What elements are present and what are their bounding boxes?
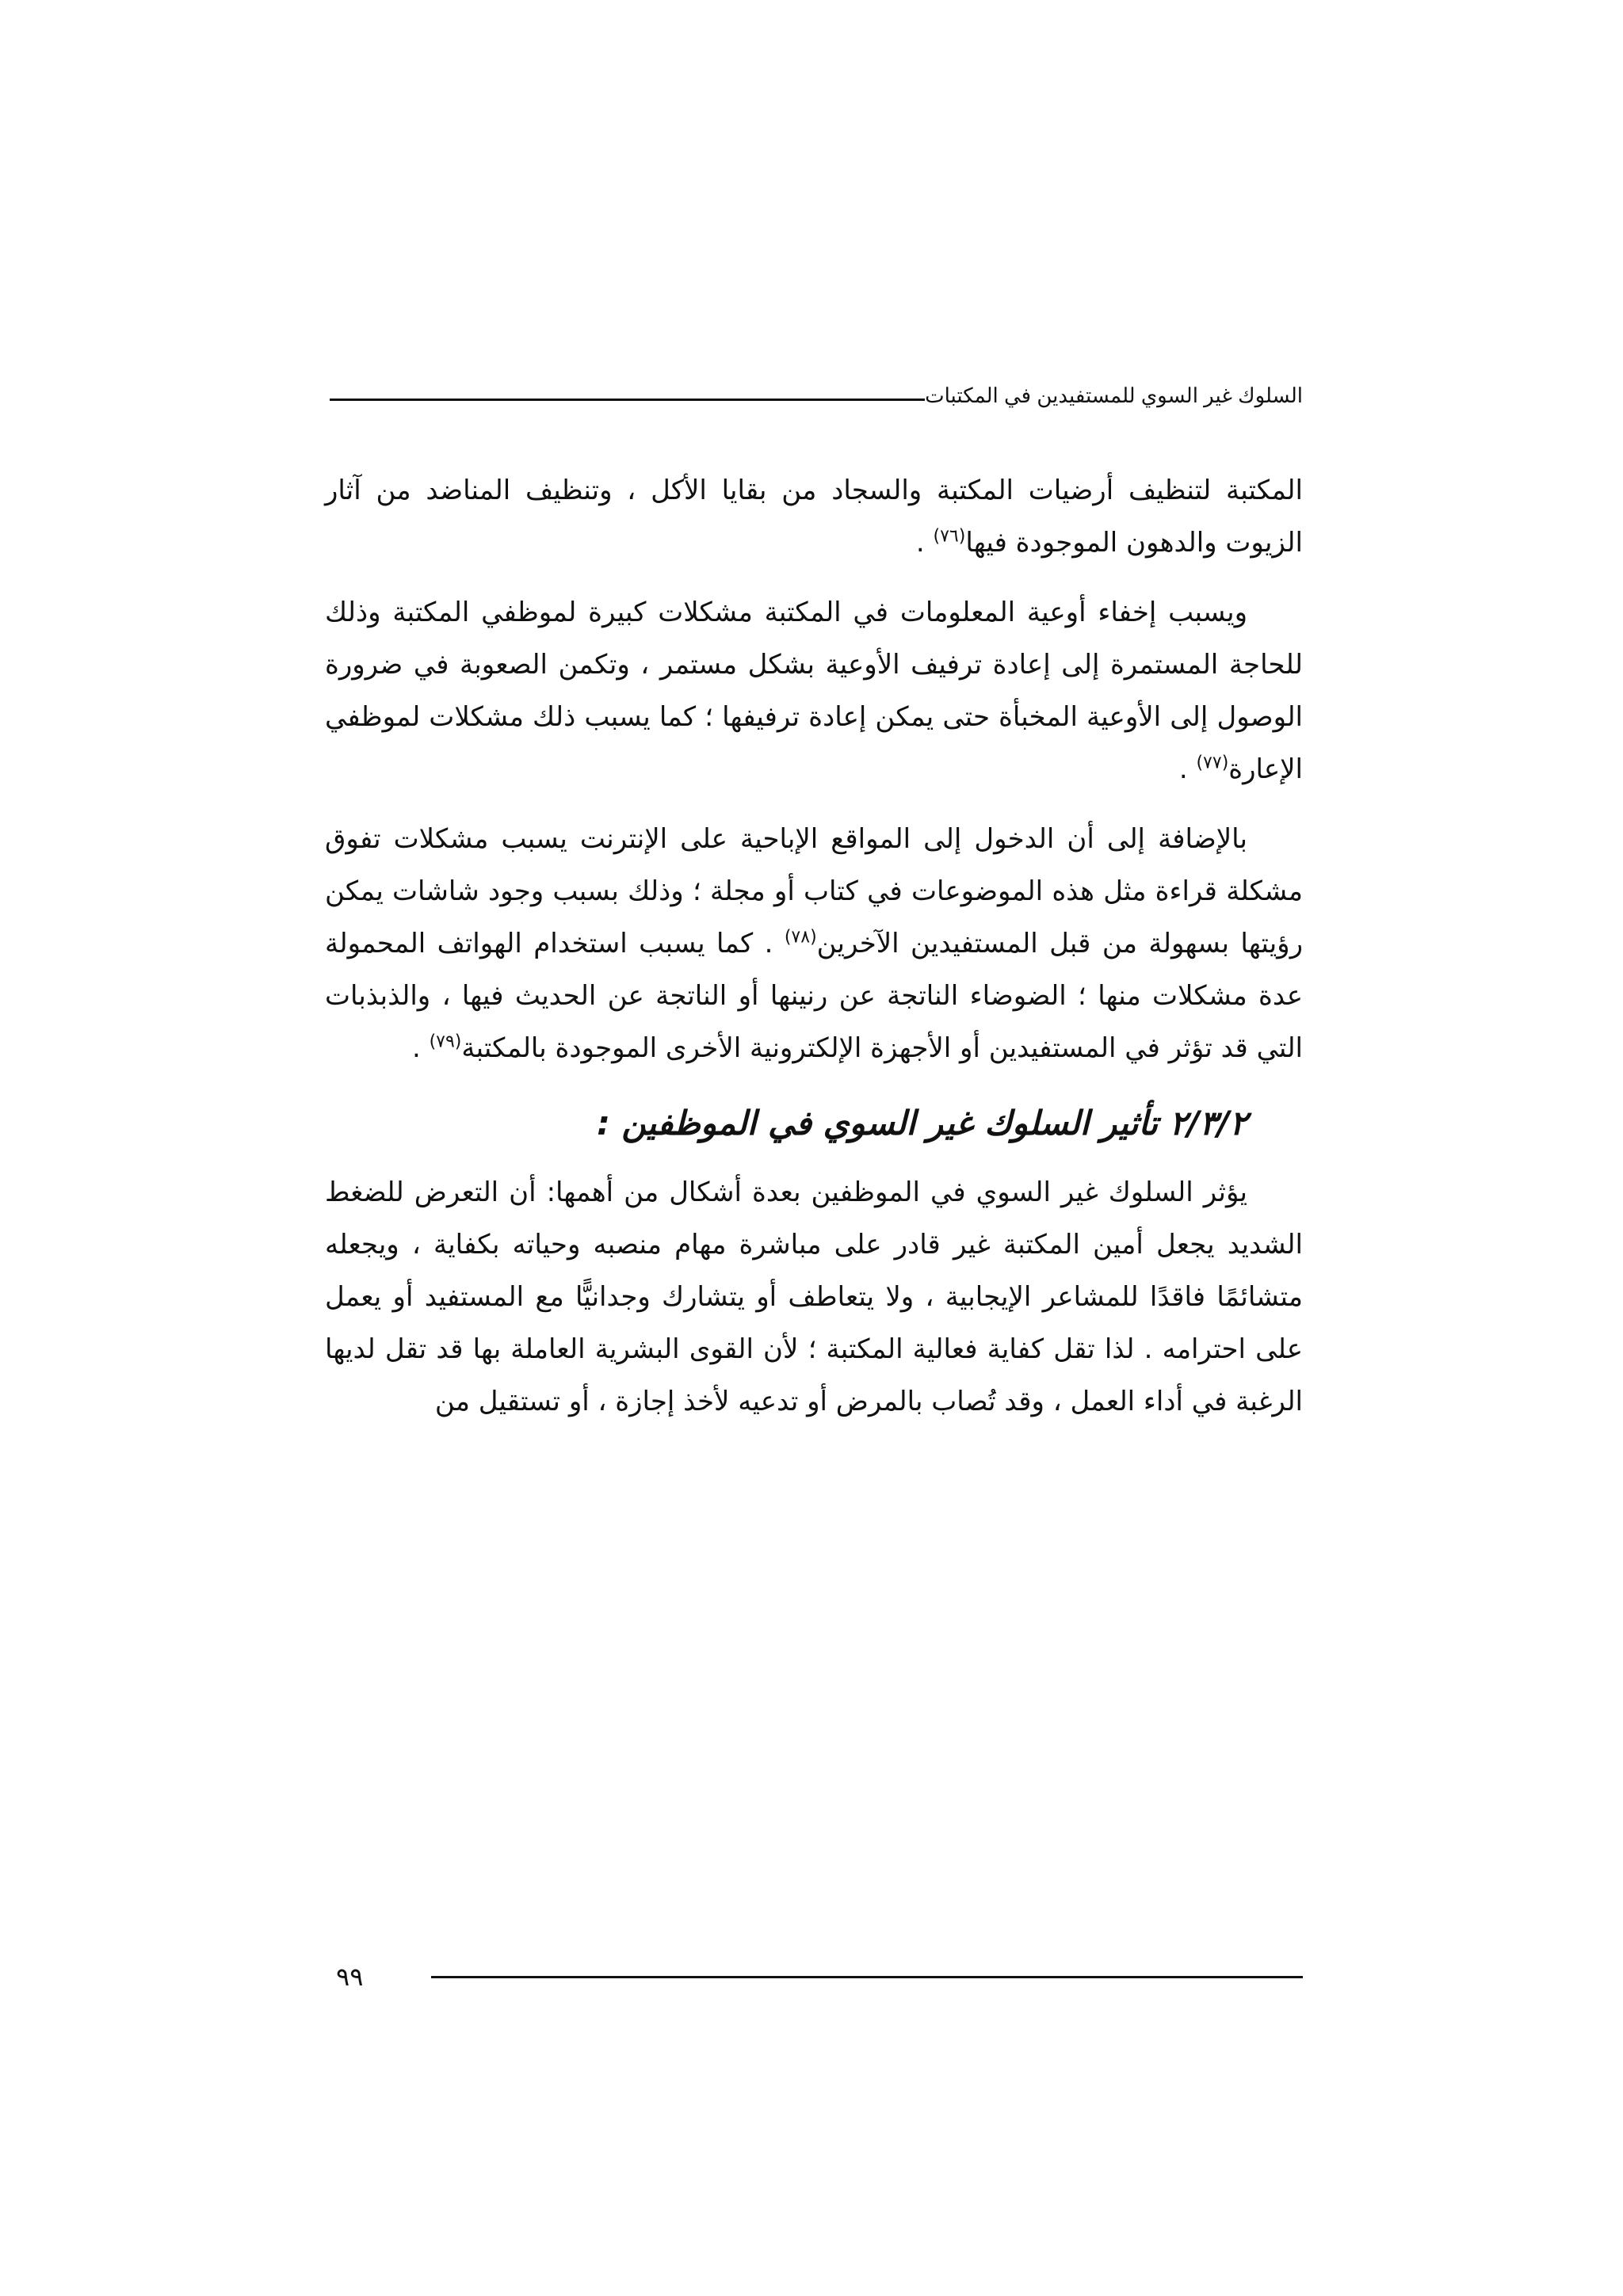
footnote-ref-79: (٧٩) bbox=[429, 1032, 462, 1052]
footnote-ref-76: (٧٦) bbox=[933, 526, 966, 547]
paragraph-2-tail: . bbox=[1178, 753, 1197, 785]
running-header bbox=[325, 377, 1303, 409]
paragraph-1-tail: . bbox=[915, 527, 934, 559]
paragraph-3-tail: . bbox=[411, 1032, 430, 1064]
page-footer bbox=[325, 1957, 1303, 1997]
paragraph-2-text: ويسبب إخفاء أوعية المعلومات في المكتبة مشكلات كبيرة لموظفي المكتبة وذلك للحاجة المستمرة إلى إعادة ترفيف الأوعية بشكل مستمر ، وتكمن الصعوبة في ضرورة الوصول إلى الأوعية المخبأة حتى يمكن إعادة ترفيفها ؛ كما يسبب ذلك مشكلات لموظفي الإعارة bbox=[325, 597, 1303, 785]
paragraph-1 bbox=[325, 464, 1303, 569]
paragraph-4 bbox=[325, 1166, 1303, 1428]
page-number: ٩٩ bbox=[336, 1962, 364, 1992]
paragraph-3 bbox=[325, 813, 1303, 1074]
paragraph-4-text: يؤثر السلوك غير السوي في الموظفين بعدة أشكال من أهمها: أن التعرض للضغط الشديد يجعل أمين المكتبة غير قادر على مباشرة مهام منصبه وحياته بكفاية ، ويجعله متشائمًا فاقدًا للمشاعر الإيجابية ، ولا يتعاطف أو يتشارك وجدانيًّا مع المستفيد أو يعمل على احترامه . لذا تقل كفاية فعالية المكتبة ؛ لأن القوى البشرية العاملة بها قد تقل لديها الرغبة في أداء العمل ، وقد تُصاب بالمرض أو تدعيه لأخذ إجازة ، أو تستقيل من bbox=[325, 1177, 1303, 1417]
paragraph-1-text: المكتبة لتنظيف أرضيات المكتبة والسجاد من بقايا الأكل ، وتنظيف المناضد من آثار الزيوت والدهون الموجودة فيها bbox=[325, 475, 1303, 559]
footnote-ref-77: (٧٧) bbox=[1196, 753, 1229, 773]
paragraph-3-text: بالإضافة إلى أن الدخول إلى المواقع الإباحية على الإنترنت يسبب مشكلات تفوق مشكلة قراءة مثل هذه الموضوعات في كتاب أو مجلة ؛ وذلك بسبب وجود شاشات يمكن رؤيتها بسهولة من قبل المستفيدين الآخرين bbox=[325, 823, 1303, 959]
running-header-title: السلوك غير السوي للمستفيدين في المكتبات bbox=[925, 383, 1303, 407]
footer-rule bbox=[431, 1976, 1303, 1978]
paragraph-3-middle: . كما يسبب استخدام الهواتف المحمولة عدة مشكلات منها ؛ الضوضاء الناتجة عن رنينها أو الناتجة عن الحديث فيها ، والذبذبات التي قد تؤثر في المستفيدين أو الأجهزة الإلكترونية الأخرى الموجودة بالمكتبة bbox=[325, 928, 1303, 1064]
header-rule bbox=[330, 399, 925, 401]
footnote-ref-78: (٧٨) bbox=[784, 927, 817, 948]
body-text bbox=[325, 464, 1303, 1445]
paragraph-2 bbox=[325, 586, 1303, 795]
section-heading: ٢/٣/٢ تأثير السلوك غير السوي في الموظفين : bbox=[597, 1104, 1247, 1142]
